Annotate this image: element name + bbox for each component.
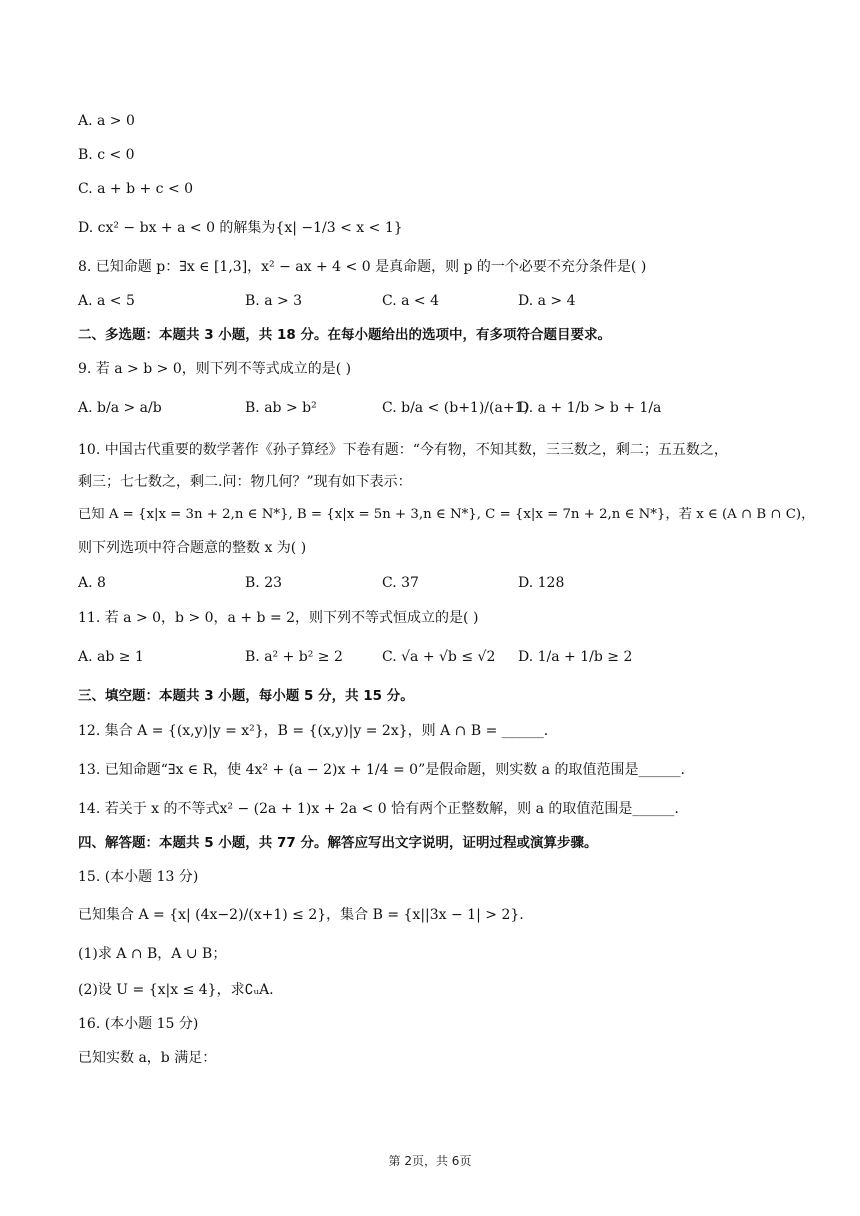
q11-option-b: B. a² + b² ≥ 2 xyxy=(245,649,343,665)
q10-option-a: A. 8 xyxy=(78,575,106,591)
q8-option-c: C. a < 4 xyxy=(382,293,439,309)
q8-option-a: A. a < 5 xyxy=(78,293,135,309)
q7-option-c: C. a + b + c < 0 xyxy=(78,181,194,197)
q15-stem: 已知集合 A = {x| (4x−2)/(x+1) ≤ 2}，集合 B = {x||3x − 1| > 2}. xyxy=(78,907,524,923)
q12-stem: 12. 集合 A = {(x,y)|y = x²}，B = {(x,y)|y = 2x}，则 A ∩ B = ______. xyxy=(78,723,549,739)
q10-stem-line3: 已知 A = {x|x = 3n + 2,n ∈ N*}, B = {x|x = 5n + 3,n ∈ N*}, C = {x|x = 7n + 2,n ∈ N*}，若 x ∈ (A ∩ B ∩ C)， xyxy=(78,507,815,522)
q10-stem-line1: 10. 中国古代重要的数学著作《孙子算经》下卷有题：“今有物，不知其数，三三数之，剩二；五五数之， xyxy=(78,442,728,458)
q11-option-c: C. √a + √b ≤ √2 xyxy=(382,649,496,665)
q10-option-d: D. 128 xyxy=(518,575,565,591)
q7-option-b: B. c < 0 xyxy=(78,147,135,163)
q8-option-d: D. a > 4 xyxy=(518,293,576,309)
section-solution-heading: 四、解答题：本题共 5 小题，共 77 分。解答应写出文字说明，证明过程或演算步骤。 xyxy=(78,835,598,851)
q14-stem: 14. 若关于 x 的不等式x² − (2a + 1)x + 2a < 0 恰有两个正整数解，则 a 的取值范围是______. xyxy=(78,801,679,817)
section-multi-choice-heading: 二、多选题：本题共 3 小题，共 18 分。在每小题给出的选项中，有多项符合题目要求。 xyxy=(78,327,611,343)
q10-option-c: C. 37 xyxy=(382,575,419,591)
q15-part2: (2)设 U = {x|x ≤ 4}，求∁ᵤA. xyxy=(78,982,274,998)
section-fill-blank-heading: 三、填空题：本题共 3 小题，每小题 5 分，共 15 分。 xyxy=(78,688,414,704)
q9-option-a: A. b/a > a/b xyxy=(78,400,162,416)
q9-stem: 9. 若 a > b > 0，则下列不等式成立的是( ) xyxy=(78,361,352,377)
q16-stem: 已知实数 a，b 满足： xyxy=(78,1050,217,1066)
q9-option-d: D. a + 1/b > b + 1/a xyxy=(518,400,662,416)
q8-option-b: B. a > 3 xyxy=(245,293,303,309)
q15-part1: (1)求 A ∩ B，A ∪ B； xyxy=(78,946,227,962)
q9-option-b: B. ab > b² xyxy=(245,400,317,416)
q10-option-b: B. 23 xyxy=(245,575,283,591)
q7-option-d: D. cx² − bx + a < 0 的解集为{x| −1/3 < x < 1} xyxy=(78,220,403,236)
q16-heading: 16. (本小题 15 分) xyxy=(78,1016,199,1032)
q7-option-a: A. a > 0 xyxy=(78,113,135,129)
q11-stem: 11. 若 a > 0，b > 0，a + b = 2，则下列不等式恒成立的是( ) xyxy=(78,610,479,626)
q11-option-d: D. 1/a + 1/b ≥ 2 xyxy=(518,649,633,665)
page-footer: 第 2页，共 6页 xyxy=(388,1154,472,1168)
q13-stem: 13. 已知命题“∃x ∈ R，使 4x² + (a − 2)x + 1/4 = 0”是假命题，则实数 a 的取值范围是______. xyxy=(78,762,685,778)
q10-stem-line2: 剩三；七七数之，剩二.问：物几何？”现有如下表示： xyxy=(78,474,412,490)
q10-stem-line4: 则下列选项中符合题意的整数 x 为( ) xyxy=(78,540,307,556)
q9-option-c: C. b/a < (b+1)/(a+1) xyxy=(382,400,529,416)
q11-option-a: A. ab ≥ 1 xyxy=(78,649,144,665)
q8-stem: 8. 已知命题 p：∃x ∈ [1,3]，x² − ax + 4 < 0 是真命题，则 p 的一个必要不充分条件是( ) xyxy=(78,259,647,275)
q15-heading: 15. (本小题 13 分) xyxy=(78,869,199,885)
